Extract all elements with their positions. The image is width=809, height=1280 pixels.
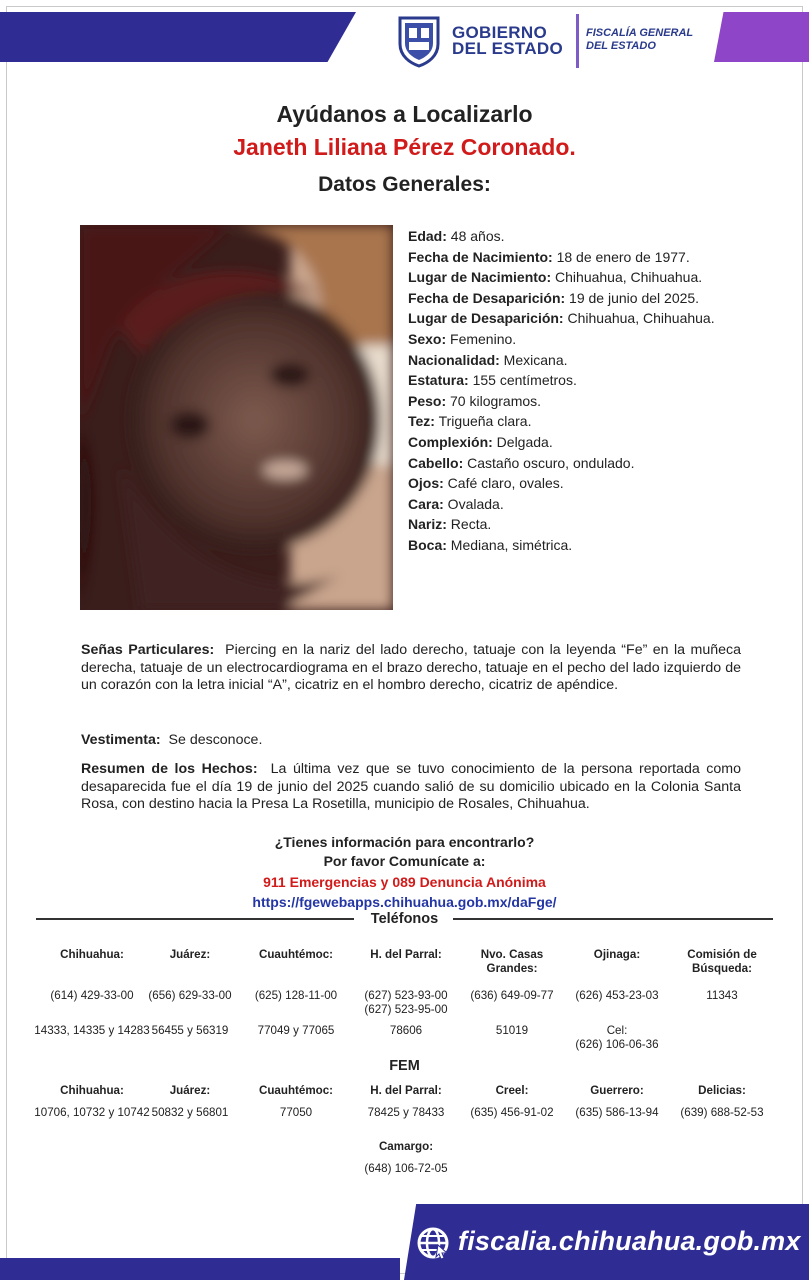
general-data-value: Femenino. (446, 330, 517, 347)
general-data-row (408, 267, 738, 288)
general-data-label: Boca: (408, 536, 447, 553)
telefonos-extension: 77049 y 77065 (257, 1024, 335, 1037)
senas-label: Señas Particulares: (81, 642, 215, 658)
globe-icon (416, 1226, 450, 1260)
telefonos-extension: 56455 y 56319 (151, 1024, 229, 1037)
telefonos-phone: (614) 429-33-00 (50, 989, 134, 1002)
general-data-row (408, 247, 738, 268)
general-data-value: 155 centímetros. (468, 372, 577, 389)
fem-value: 77050 (279, 1106, 313, 1119)
fem-value: 78425 y 78433 (367, 1106, 445, 1119)
fem-header-camargo: Camargo: (378, 1140, 434, 1153)
header-purple-band (714, 12, 809, 62)
vestimenta-text: Se desconoce. (160, 732, 263, 748)
fem-header: Juárez: (169, 1084, 211, 1097)
general-data-label: Lugar de Nacimiento: (408, 269, 552, 286)
fiscalia-logo-text: DEL ESTADO (586, 40, 656, 52)
telefonos-extension: Cel: (626) 106-06-36 (575, 1024, 659, 1051)
telefonos-extension: 78606 (389, 1024, 423, 1037)
general-data-label: Fecha de Desaparición: (408, 289, 566, 306)
fem-header: H. del Parral: (370, 1084, 442, 1097)
telefonos-phone: (656) 629-33-00 (148, 989, 232, 1002)
telefonos-header: Juárez: (169, 948, 211, 961)
senas-particulares (81, 642, 745, 695)
general-data-label: Peso: (408, 392, 447, 409)
general-data-value: Mexicana. (499, 351, 568, 368)
fem-header: Delicias: (698, 1084, 746, 1097)
fem-value: (639) 688-52-53 (680, 1106, 764, 1119)
footer-blue-band (0, 1258, 400, 1280)
person-photo (80, 225, 393, 610)
telefonos-header: Comisión de Búsqueda: (687, 948, 757, 975)
telefonos-phone: (625) 128-11-00 (254, 989, 338, 1002)
fem-value: 10706, 10732 y 10742 (34, 1106, 150, 1119)
general-data-row (408, 535, 738, 556)
info-please: Por favor Comunícate a: (323, 853, 486, 869)
telefonos-header: H. del Parral: (370, 948, 442, 961)
telefonos-extension: 14333, 14335 y 14283 (34, 1024, 150, 1037)
general-data-value: Ovalada. (443, 495, 504, 512)
state-seal-icon (396, 14, 442, 68)
fem-header: Creel: (495, 1084, 529, 1097)
general-data-row (408, 473, 738, 494)
general-data-row (408, 308, 738, 329)
fem-value: (635) 586-13-94 (575, 1106, 659, 1119)
fiscalia-logo-text: FISCALÍA GENERAL (586, 27, 694, 39)
telefonos-header: Ojinaga: (593, 948, 641, 961)
fem-header: Cuauhtémoc: (258, 1084, 334, 1097)
fem-value: (635) 456-91-02 (470, 1106, 554, 1119)
denuncia-link[interactable]: https://fgewebapps.chihuahua.gob.mx/daFge/ (252, 894, 557, 910)
general-data-value: 19 de junio del 2025. (565, 289, 700, 306)
general-data-value: 70 kilogramos. (446, 392, 542, 409)
resumen-text: La última vez que se tuvo conocimiento de la persona reportada como desaparecida fue el día 19 de junio del 2025 cuando salió de su domicilio ubicado en la Colonia Santa Rosa, con destino hacia la Presa La Rosetilla, municipio de Rosales, Chihuahua. (81, 761, 745, 813)
general-data-label: Edad: (408, 228, 447, 244)
general-data-value: Castaño oscuro, ondulado. (463, 454, 635, 471)
logo-divider (576, 14, 579, 68)
vestimenta-label: Vestimenta: (81, 732, 161, 748)
header-blue-band (0, 12, 356, 62)
telefonos-phone: (626) 453-23-03 (575, 989, 659, 1002)
general-data-value: 48 años. (446, 228, 505, 244)
telefonos-extension: 51019 (495, 1024, 529, 1037)
general-data-label: Sexo: (408, 330, 447, 347)
general-data-row (408, 411, 738, 432)
senas-text: Piercing en la nariz del lado derecho, tatuaje con la leyenda “Fe” en la muñeca derecha, tatuaje de un electrocardiograma en el brazo derecho, tatuaje en el pecho del lado izquierdo de un corazón con la letra inicial “A”, cicatriz en el hombro derecho, cicatriz de apéndice. (81, 642, 745, 694)
general-data-label: Cara: (408, 495, 444, 512)
fem-header: Guerrero: (590, 1084, 644, 1097)
telefonos-header: Cuauhtémoc: (258, 948, 334, 961)
telefonos-header: Chihuahua: (60, 948, 124, 961)
general-data-value: Chihuahua, Chihuahua. (563, 310, 715, 327)
gobierno-logo-text: DEL ESTADO (452, 39, 563, 58)
resumen-hechos (81, 761, 745, 814)
general-data-value: Recta. (446, 516, 492, 533)
fem-value-camargo: (648) 106-72-05 (364, 1162, 448, 1175)
general-data-row (408, 453, 738, 474)
footer-url[interactable]: fiscalia.chihuahua.gob.mx (458, 1226, 801, 1256)
general-data-row (408, 226, 738, 247)
general-data-row (408, 350, 738, 371)
telefonos-header: Nvo. Casas Grandes: (480, 948, 544, 975)
missing-person-name: Janeth Liliana Pérez Coronado. (233, 134, 576, 160)
general-data-label: Estatura: (408, 372, 469, 389)
fem-value: 50832 y 56801 (151, 1106, 229, 1119)
general-data-label: Nacionalidad: (408, 351, 500, 368)
general-data-value: Trigueña clara. (434, 413, 532, 430)
general-data-label: Nariz: (408, 516, 447, 533)
general-data-row (408, 288, 738, 309)
gobierno-logo-text: GOBIERNO (452, 23, 547, 42)
general-data-value: 18 de enero de 1977. (552, 248, 690, 265)
telefonos-phone: (636) 649-09-77 (470, 989, 554, 1002)
general-data-label: Lugar de Desaparición: (408, 310, 564, 327)
general-data-label: Complexión: (408, 433, 493, 450)
fem-title: FEM (389, 1058, 420, 1074)
general-data-row (408, 391, 738, 412)
resumen-label: Resumen de los Hechos: (81, 761, 258, 777)
general-data-label: Ojos: (408, 475, 444, 492)
general-data-label: Cabello: (408, 454, 464, 471)
info-question: ¿Tienes información para encontrarlo? (274, 834, 535, 850)
section-title: Datos Generales: (318, 173, 491, 196)
poster-title: Ayúdanos a Localizarlo (276, 101, 533, 127)
general-data-row (408, 329, 738, 350)
general-data-list (408, 226, 738, 556)
telefonos-phone: 11343 (706, 989, 738, 1002)
general-data-value: Delgada. (492, 433, 553, 450)
general-data-value: Chihuahua, Chihuahua. (551, 269, 703, 286)
general-data-label: Tez: (408, 413, 435, 430)
vestimenta (81, 732, 741, 750)
general-data-label: Fecha de Nacimiento: (408, 248, 553, 265)
general-data-row (408, 370, 738, 391)
general-data-row (408, 432, 738, 453)
general-data-value: Mediana, simétrica. (446, 536, 573, 553)
emergency-numbers: 911 Emergencias y 089 Denuncia Anónima (263, 874, 546, 890)
general-data-row (408, 494, 738, 515)
telefonos-title: Teléfonos (370, 911, 439, 927)
general-data-row (408, 514, 738, 535)
fem-header: Chihuahua: (60, 1084, 124, 1097)
general-data-value: Café claro, ovales. (443, 475, 564, 492)
telefonos-phone: (627) 523-93-00 (627) 523-95-00 (364, 989, 448, 1016)
